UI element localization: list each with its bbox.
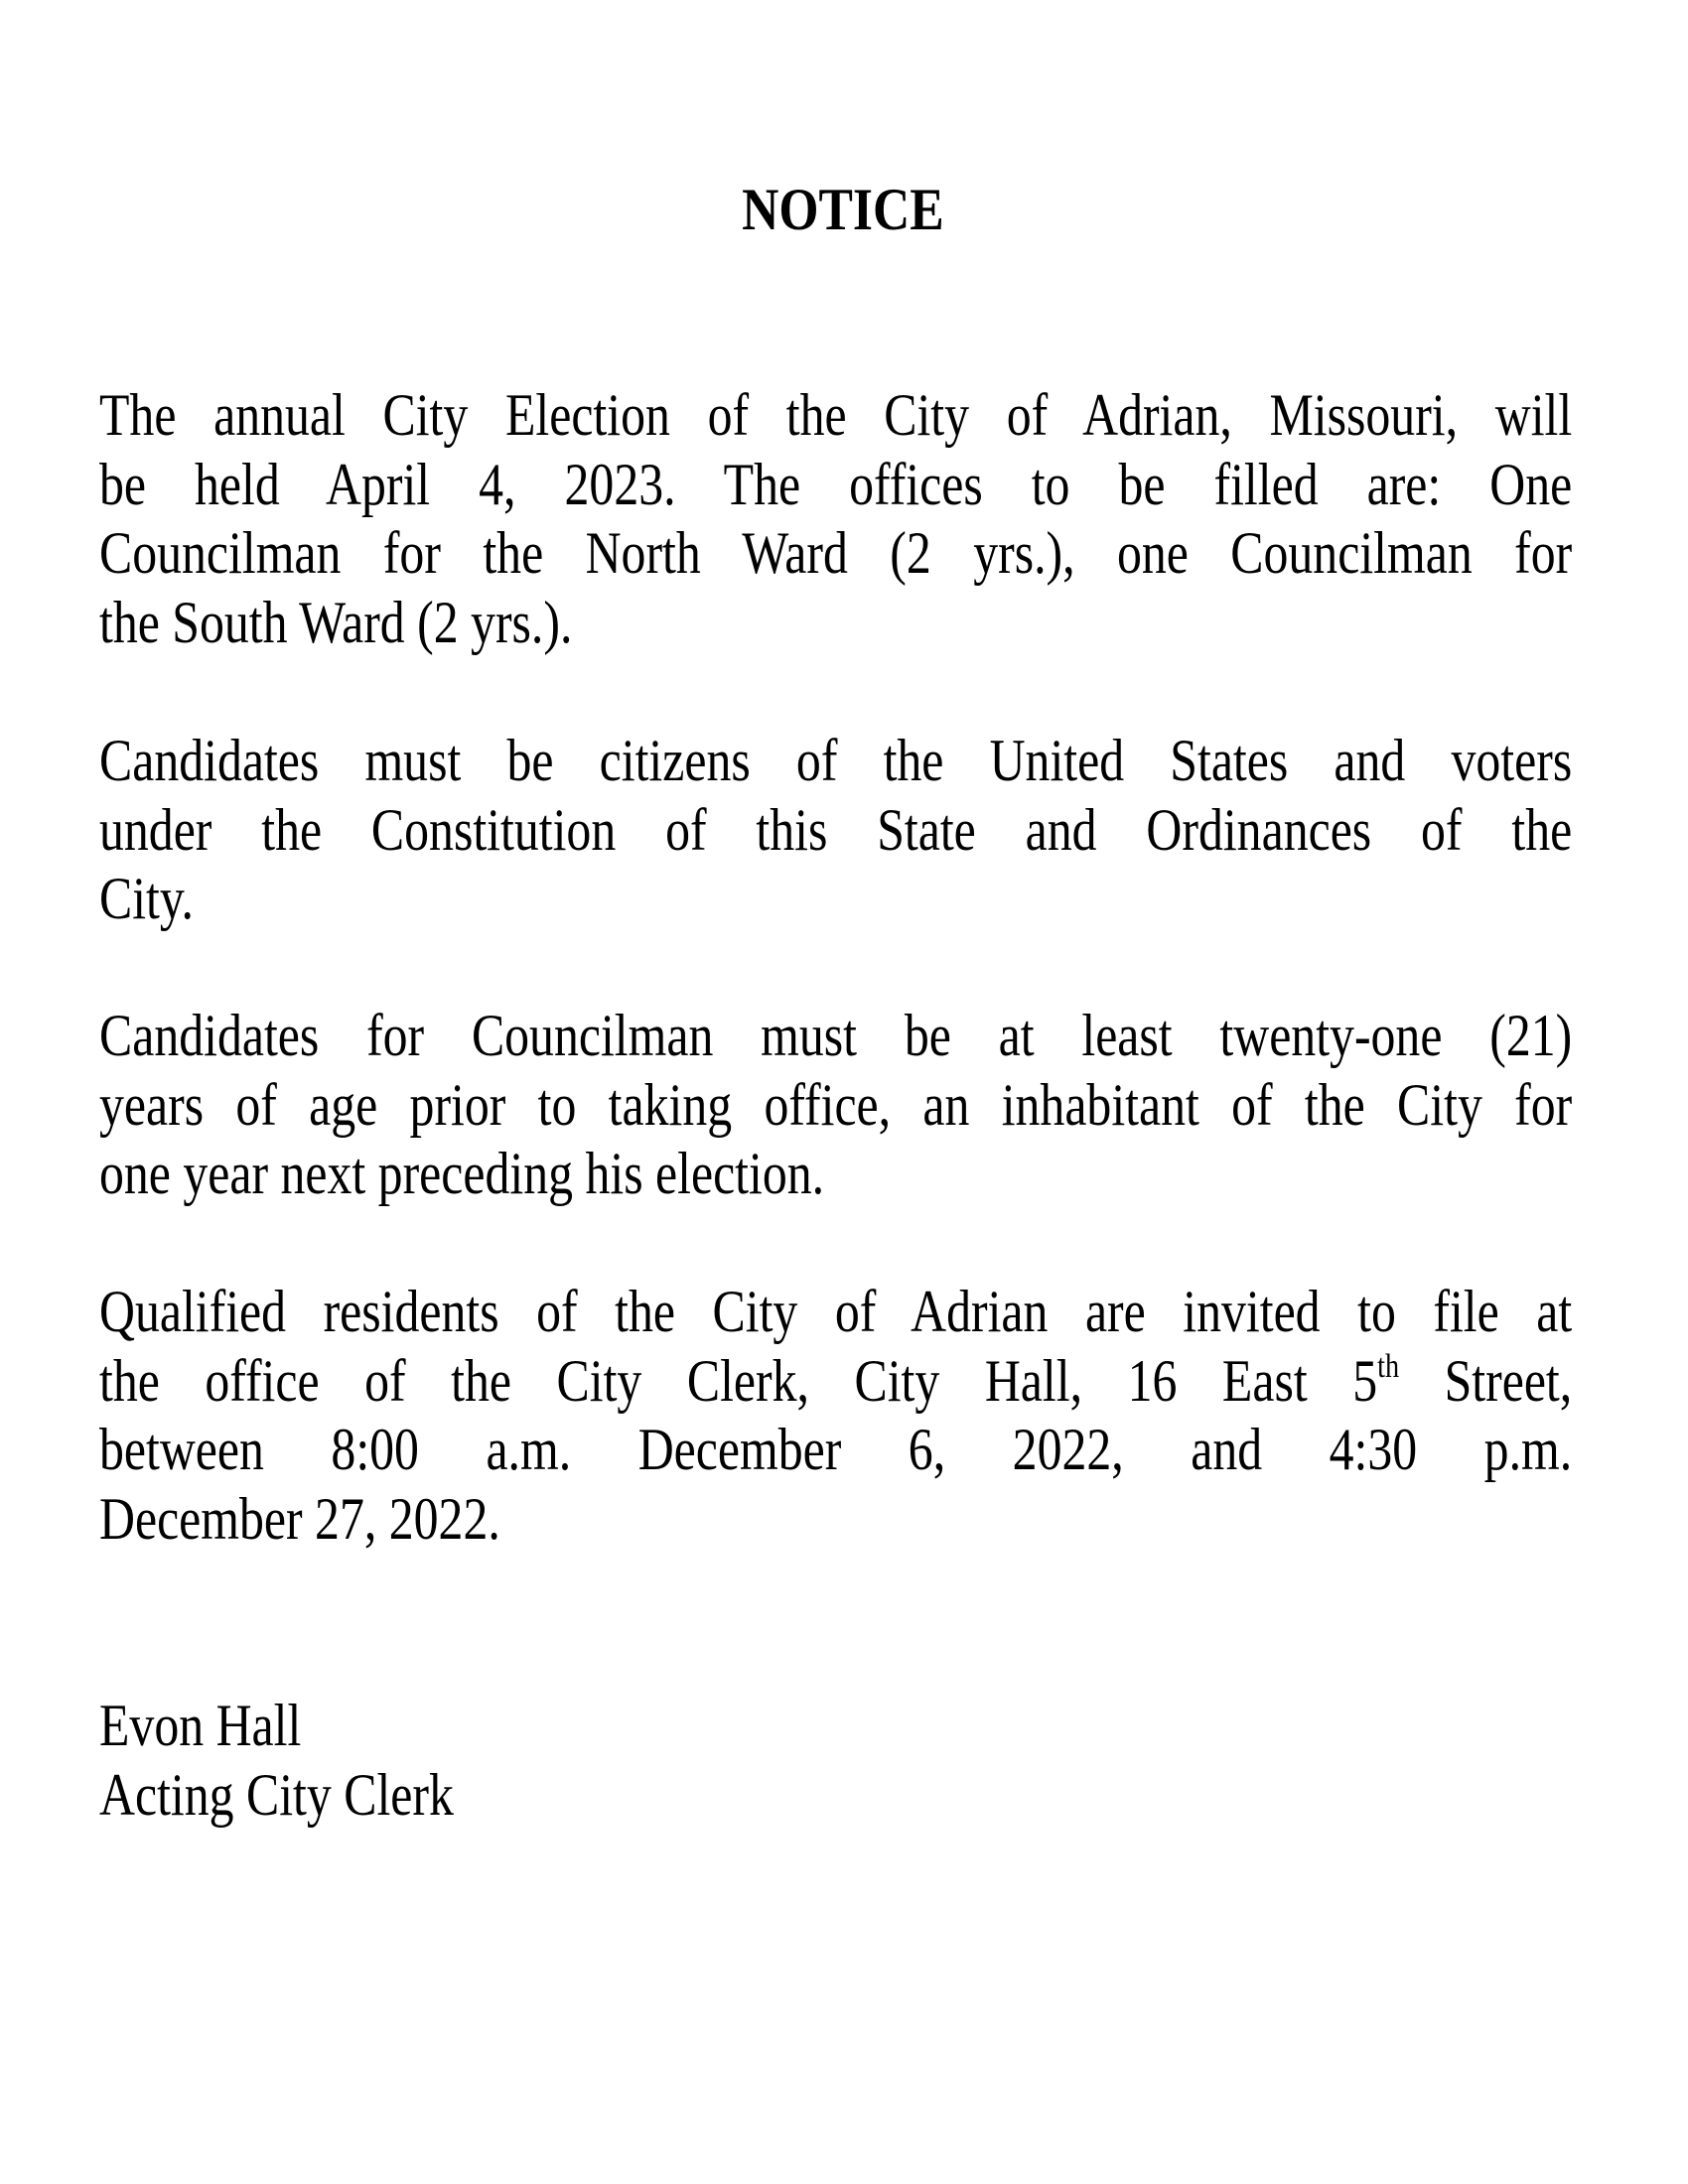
text-line: The annual City Election of the City of Adrian, Missouri, will	[99, 382, 1573, 448]
text-line: Candidates must be citizens of the United States and voters	[99, 728, 1573, 793]
text-line	[99, 1347, 1572, 1417]
signature-role: Acting City Clerk	[99, 1761, 454, 1828]
text-segment: Street,	[1399, 1347, 1573, 1414]
text-line: December 27, 2022.	[99, 1485, 500, 1552]
text-line: City.	[99, 866, 195, 931]
text-line: under the Constitution of this State and Ordinances of the	[99, 796, 1573, 863]
notice-title: NOTICE	[742, 177, 944, 242]
text-line: years of age prior to taking office, an inhabitant of the City for	[99, 1071, 1573, 1138]
paragraph-age	[99, 1002, 1688, 1209]
superscript: th	[1377, 1347, 1400, 1385]
text-line: Candidates for Councilman must be at least twenty-one (21)	[99, 1003, 1573, 1068]
text-line: the South Ward (2 yrs.).	[99, 589, 573, 655]
text-line: between 8:00 a.m. December 6, 2022, and 4:30 p.m.	[99, 1417, 1573, 1482]
paragraph-filing	[99, 1278, 1688, 1554]
text-line: Councilman for the North Ward (2 yrs.), one Councilman for	[99, 520, 1573, 586]
paragraph-citizenship	[99, 727, 1688, 934]
text-line: one year next preceding his election.	[99, 1141, 825, 1206]
text-line: Qualified residents of the City of Adrian are invited to file at	[99, 1279, 1573, 1344]
signature-name: Evon Hall	[99, 1693, 302, 1758]
paragraph-election	[99, 381, 1688, 657]
text-line: be held April 4, 2023. The offices to be filled are: One	[99, 451, 1573, 517]
signature-block	[99, 1692, 1688, 1830]
text-segment: the office of the City Clerk, City Hall, 16 East 5	[99, 1347, 1378, 1414]
